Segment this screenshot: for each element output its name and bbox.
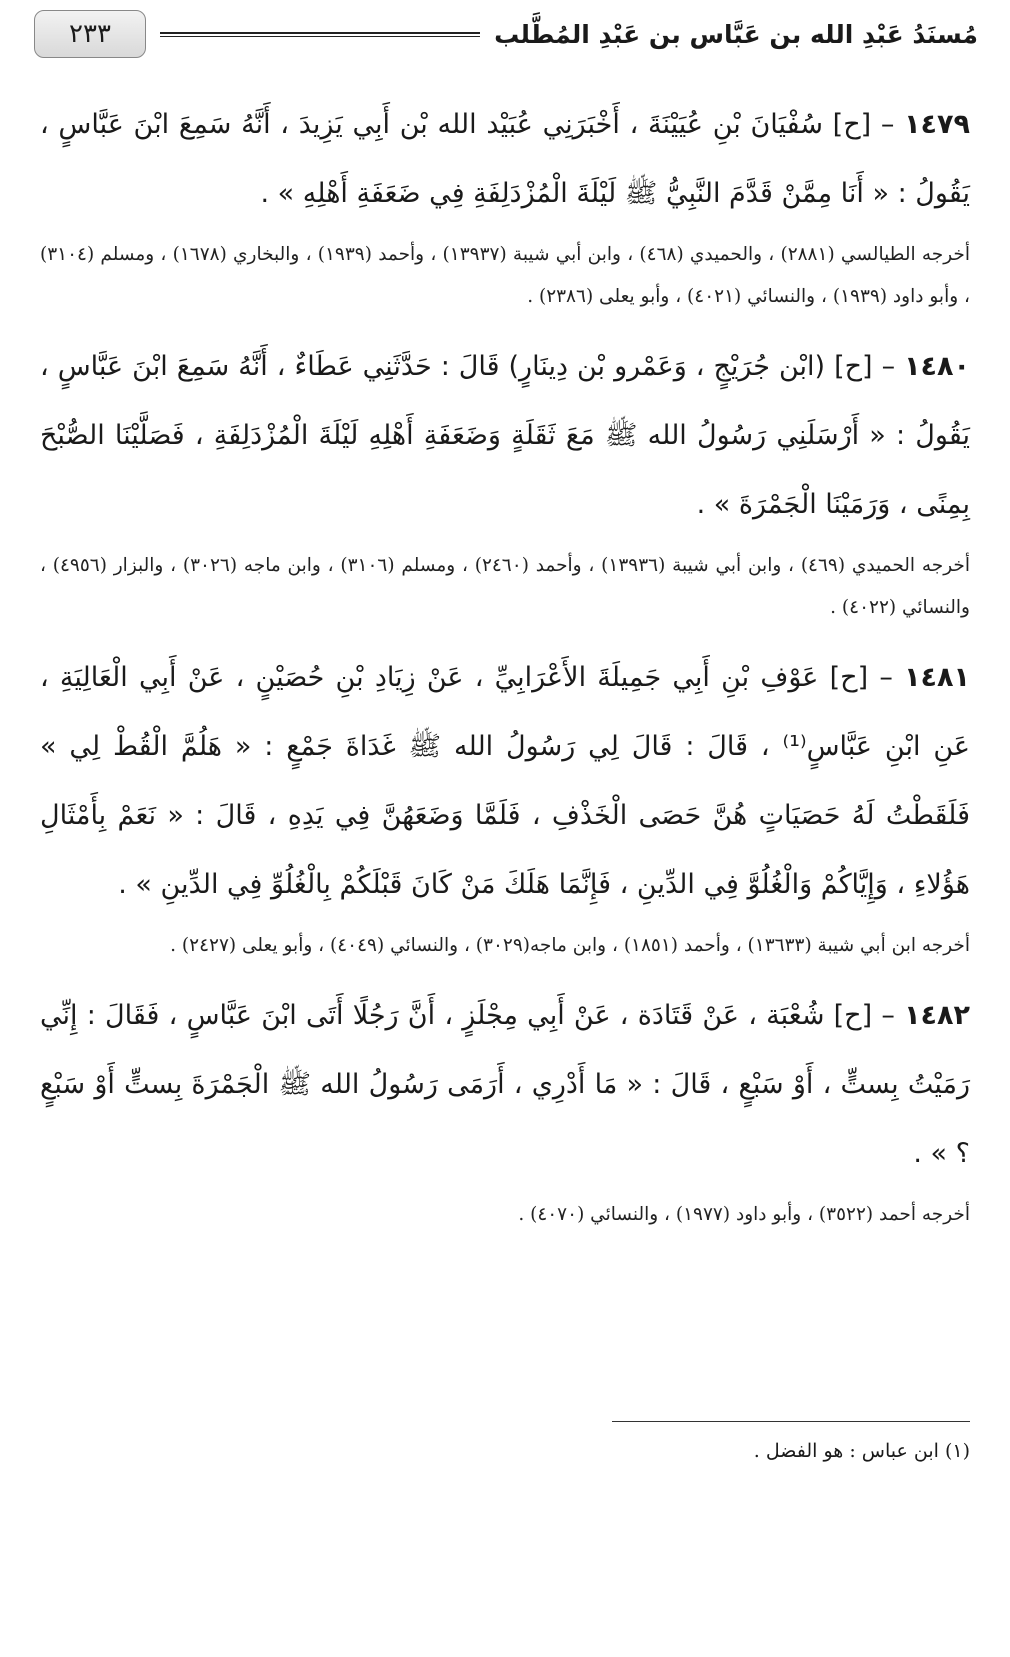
- takhrij-note: أخرجه الحميدي (٤٦٩) ، وابن أبي شيبة (١٣٩٣٦) ، وأحمد (٢٤٦٠) ، ومسلم (٣١٠٦) ، وابن ماجه (٣٠٢٦) ، والبزار (٤٩٥٦) ، والنسائي (٤٠٢٢) .: [40, 555, 970, 618]
- hadith-text: [40, 981, 970, 1188]
- hadith-body: – [ح] سُفْيَانَ بْنِ عُيَيْنَةَ ، أَخْبَرَنِي عُبَيْد الله بْن أَبِي يَزِيدَ ، أَنَّهُ سَمِعَ ابْنَ عَبَّاسٍ ، يَقُولُ : « أَنَا مِمَّنْ قَدَّمَ النَّبِيُّ ﷺ لَيْلَةَ الْمُزْدَلِفَةِ فِي ضَعَفَةِ أَهْلِهِ » .: [40, 109, 970, 209]
- hadith-block: [40, 90, 970, 318]
- hadith-text: [40, 332, 970, 539]
- hadith-body: – [ح] (ابْن جُرَيْجٍ ، وَعَمْرو بْن دِينَارٍ) قَالَ : حَدَّثَنِي عَطَاءٌ ، أَنَّهُ سَمِعَ ابْنَ عَبَّاسٍ ، يَقُولُ : « أَرْسَلَنِي رَسُولُ الله ﷺ مَعَ ثَقَلَةٍ وَضَعَفَةِ أَهْلِهِ لَيْلَةَ الْمُزْدَلِفَةِ ، فَصَلَّيْنَا الصُّبْحَ بِمِنًى ، وَرَمَيْنَا الْجَمْرَةَ » .: [40, 351, 970, 520]
- page-number-box: [34, 10, 146, 58]
- hadith-text: [40, 643, 970, 919]
- hadith-body: – [ح] عَوْفِ بْنِ أَبِي جَمِيلَةَ الأَعْرَابِيِّ ، عَنْ زِيَادِ بْنِ حُصَيْنٍ ، عَنْ أَبِي الْعَالِيَةِ ، عَنِ ابْنِ عَبَّاسٍ⁽¹⁾ ، قَالَ : قَالَ لِي رَسُولُ الله ﷺ غَدَاةَ جَمْعٍ : « هَلُمَّ الْقُطْ لِي » فَلَقَطْتُ لَهُ حَصَيَاتٍ هُنَّ حَصَى الْخَذْفِ ، فَلَمَّا وَضَعَهُنَّ فِي يَدِهِ ، قَالَ : « نَعَمْ بِأَمْثَالِ هَؤُلاءِ ، وَإِيَّاكُمْ وَالْغُلُوَّ فِي الدِّينِ ، فَإِنَّمَا هَلَكَ مَنْ كَانَ قَبْلَكُمْ بِالْغُلُوِّ فِي الدِّينِ » .: [40, 662, 970, 900]
- header-rule: [160, 32, 480, 37]
- takhrij-note: أخرجه الطيالسي (٢٨٨١) ، والحميدي (٤٦٨) ، وابن أبي شيبة (١٣٩٣٧) ، وأحمد (١٩٣٩) ، والبخاري (١٦٧٨) ، ومسلم (٣١٠٤) ، وأبو داود (١٩٣٩) ، والنسائي (٤٠٢١) ، وأبو يعلى (٢٣٨٦) .: [40, 244, 970, 307]
- footnote: (١) ابن عباس : هو الفضل .: [753, 1440, 970, 1462]
- hadith-block: [40, 981, 970, 1236]
- hadith-number: ١٤٧٩: [904, 109, 970, 140]
- hadith-number: ١٤٨٠: [904, 351, 970, 382]
- takhrij-note: أخرجه ابن أبي شيبة (١٣٦٣٣) ، وأحمد (١٨٥١) ، وابن ماجه(٣٠٢٩) ، والنسائي (٤٠٤٩) ، وأبو يعلى (٢٤٢٧) .: [170, 935, 970, 956]
- hadith-number: ١٤٨١: [904, 662, 970, 693]
- hadith-text: [40, 90, 970, 228]
- hadith-block: [40, 332, 970, 629]
- hadith-body: – [ح] شُعْبَة ، عَنْ قَتَادَة ، عَنْ أَبِي مِجْلَزٍ ، أَنَّ رَجُلًا أَتَى ابْنَ عَبَّاسٍ ، فَقَالَ : إِنِّي رَمَيْتُ بِستٍّ ، أَوْ سَبْعٍ ، قَالَ : « مَا أَدْرِي ، أَرَمَى رَسُولُ الله ﷺ الْجَمْرَةَ بِستٍّ أَوْ سَبْعٍ ؟ » .: [40, 1000, 970, 1169]
- footnote-separator: [612, 1421, 970, 1422]
- page-content: [40, 90, 970, 1250]
- takhrij-note: أخرجه أحمد (٣٥٢٢) ، وأبو داود (١٩٧٧) ، والنسائي (٤٠٧٠) .: [518, 1204, 970, 1225]
- hadith-block: [40, 643, 970, 967]
- page-number: ٢٣٣: [69, 19, 111, 49]
- running-title: مُسنَدُ عَبْدِ الله بن عَبَّاس بن عَبْدِ المُطَّلب: [494, 19, 978, 49]
- hadith-number: ١٤٨٢: [904, 1000, 970, 1031]
- page-header: [34, 4, 978, 64]
